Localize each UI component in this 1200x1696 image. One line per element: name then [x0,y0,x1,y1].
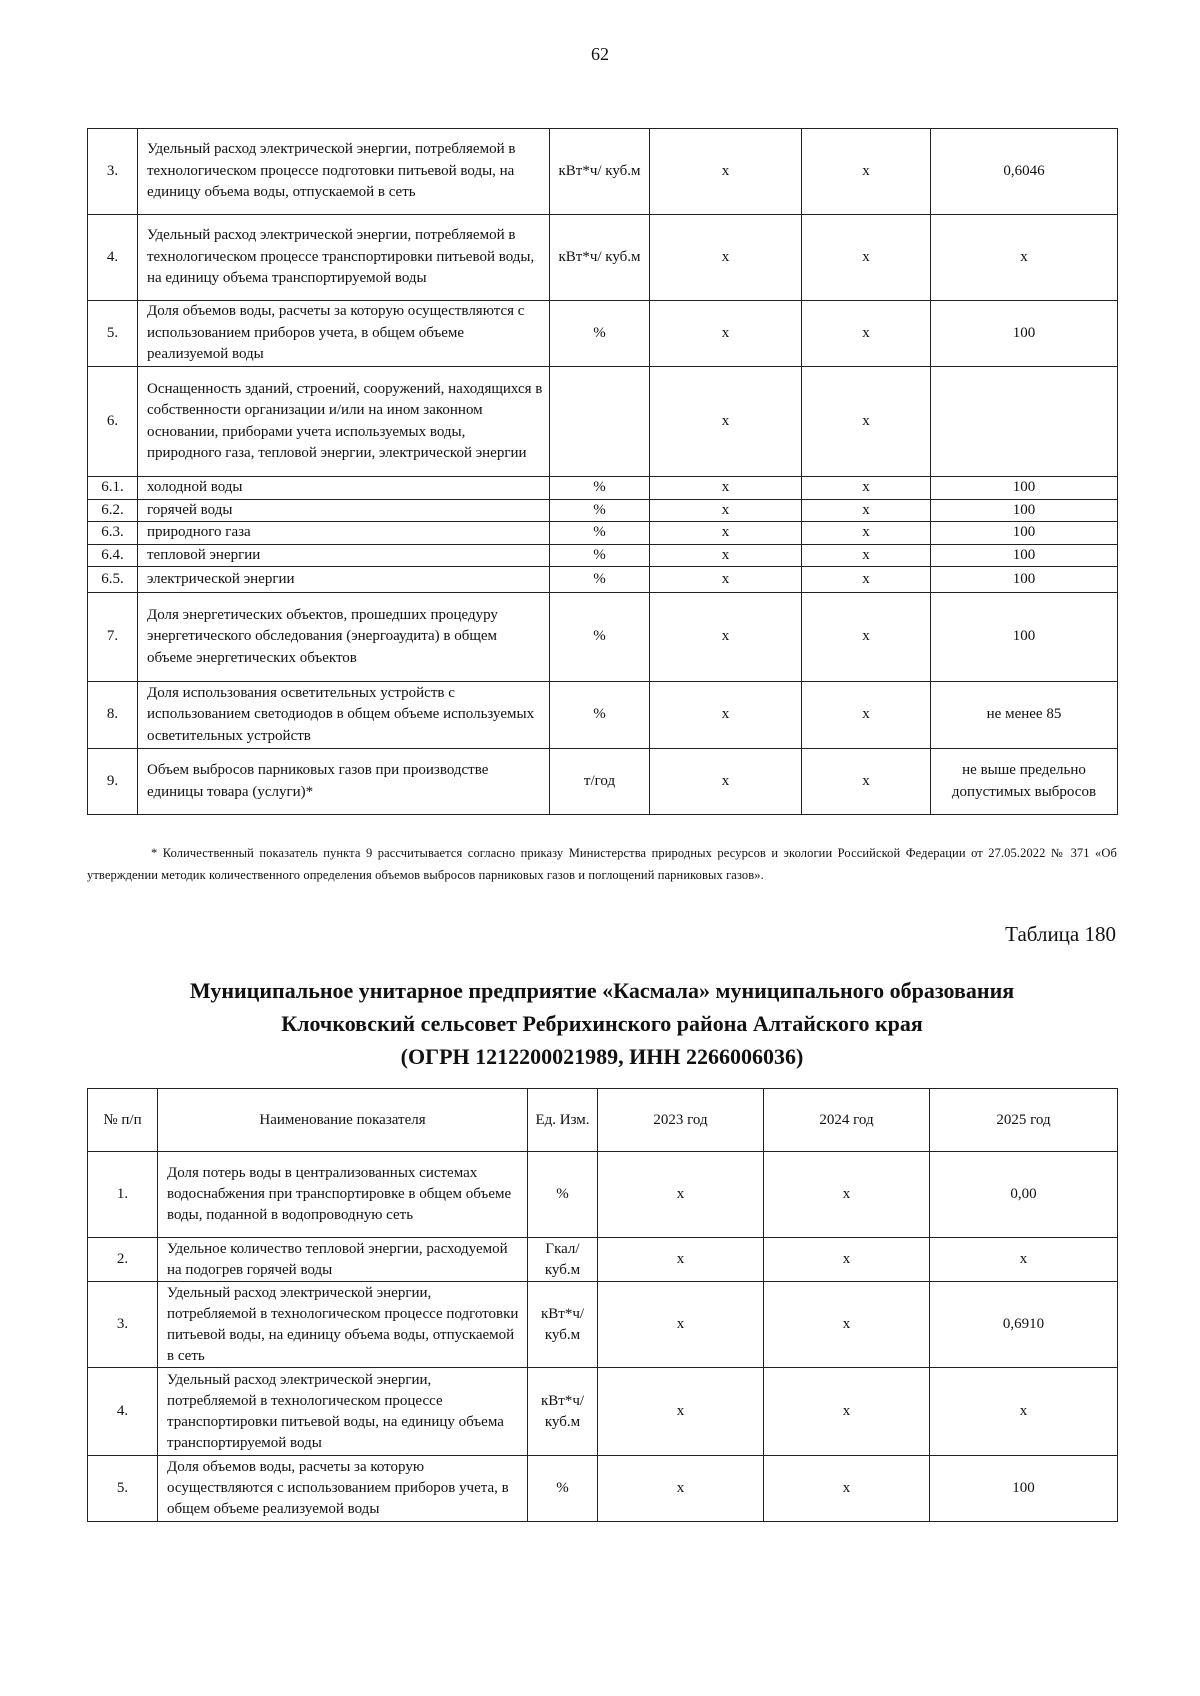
indicator-name: тепловой энергии [138,544,550,567]
table-row [88,1152,1118,1238]
value-2025: 0,6046 [931,129,1118,215]
org-title-line-3: (ОГРН 1212200021989, ИНН 2266006036) [400,1044,804,1069]
indicator-name: Доля энергетических объектов, прошедших процедуру энергетического обследования (энергоаудита) в общем объеме энергетических объектов [138,593,550,682]
unit: % [550,499,650,522]
value-2024: x [802,749,931,815]
unit: % [550,593,650,682]
table-row [88,567,1118,593]
table-row [88,367,1118,477]
table-label: Таблица 180 [1005,922,1116,946]
value-2025: 100 [931,499,1118,522]
table-row [88,522,1118,545]
value-2023: x [650,749,802,815]
indicator-name: Удельный расход электрической энергии, потребляемой в технологическом процессе подготовки питьевой воды, на единицу объема воды, отпускаемой в сеть [158,1282,528,1368]
row-number: 4. [88,215,138,301]
unit: кВт*ч/ куб.м [550,215,650,301]
value-2023: x [650,367,802,477]
value-2023: x [650,522,802,545]
unit: % [528,1152,598,1238]
value-2024: x [802,499,931,522]
row-number: 6. [88,367,138,477]
value-2025: 0,6910 [930,1282,1118,1368]
value-2024: x [802,215,931,301]
row-number: 9. [88,749,138,815]
value-2024: x [802,522,931,545]
indicator-name: Удельный расход электрической энергии, потребляемой в технологическом процессе подготовки питьевой воды, на единицу объема воды, отпускаемой в сеть [138,129,550,215]
value-2024: x [764,1238,930,1282]
value-2024: x [802,682,931,749]
table-row [88,301,1118,367]
value-2024: x [802,593,931,682]
indicators-table-180 [87,1088,1118,1522]
page-number: 62 [591,44,609,64]
value-2025: x [931,215,1118,301]
value-2024: x [802,544,931,567]
value-2023: x [650,499,802,522]
table-row [88,215,1118,301]
value-2023: x [598,1238,764,1282]
unit [550,367,650,477]
indicators-table-continued [87,128,1118,815]
organization-title [87,974,1117,1073]
indicator-name: Доля использования осветительных устройств с использованием светодиодов в общем объеме используемых осветительных устройств [138,682,550,749]
indicator-name: Удельное количество тепловой энергии, расходуемой на подогрев горячей воды [158,1238,528,1282]
table-row [88,1368,1118,1456]
org-title-line-2: Клочковский сельсовет Ребрихинского района Алтайского края [281,1011,923,1036]
value-2025 [931,367,1118,477]
value-2025: 100 [931,567,1118,593]
table-row [88,749,1118,815]
value-2025: не менее 85 [931,682,1118,749]
row-number: 6.5. [88,567,138,593]
header-indicator-name: Наименование показателя [158,1089,528,1152]
row-number: 6.4. [88,544,138,567]
value-2024: x [764,1368,930,1456]
indicator-name: Доля потерь воды в централизованных системах водоснабжения при транспортировке в общем объеме воды, поданной в водопроводную сеть [158,1152,528,1238]
value-2023: x [650,567,802,593]
value-2024: x [802,477,931,500]
value-2024: x [802,301,931,367]
table-row [88,1238,1118,1282]
row-number: 6.1. [88,477,138,500]
value-2025: 100 [930,1456,1118,1522]
value-2025: не выше предельно допустимых выбросов [931,749,1118,815]
value-2024: x [802,567,931,593]
value-2025: 100 [931,477,1118,500]
value-2023: x [598,1282,764,1368]
value-2023: x [598,1152,764,1238]
table-row [88,1456,1118,1522]
indicator-name: Удельный расход электрической энергии, потребляемой в технологическом процессе транспортировки питьевой воды, на единицу объема транспортируемой воды [158,1368,528,1456]
header-2025: 2025 год [930,1089,1118,1152]
value-2024: x [802,129,931,215]
row-number: 7. [88,593,138,682]
value-2025: 0,00 [930,1152,1118,1238]
value-2024: x [802,367,931,477]
table-row [88,477,1118,500]
table-row [88,499,1118,522]
indicator-name: природного газа [138,522,550,545]
value-2023: x [650,301,802,367]
table-row [88,129,1118,215]
unit: % [550,682,650,749]
value-2023: x [650,215,802,301]
row-number: 4. [88,1368,158,1456]
row-number: 8. [88,682,138,749]
value-2025: 100 [931,593,1118,682]
value-2025: 100 [931,522,1118,545]
unit: кВт*ч/ куб.м [528,1282,598,1368]
indicator-name: Доля объемов воды, расчеты за которую осуществляются с использованием приборов учета, в общем объеме реализуемой воды [138,301,550,367]
footnote: * Количественный показатель пункта 9 рассчитывается согласно приказу Министерства природных ресурсов и экологии Российской Федерации от 27.05.2022 № 371 «Об утверждении методик количественного определения объемов выбросов парниковых газов и поглощений парниковых газов». [87,846,1117,882]
row-number: 5. [88,301,138,367]
header-2024: 2024 год [764,1089,930,1152]
row-number: 6.3. [88,522,138,545]
indicator-name: Удельный расход электрической энергии, потребляемой в технологическом процессе транспортировки питьевой воды, на единицу объема транспортируемой воды [138,215,550,301]
table-row [88,682,1118,749]
unit: % [550,477,650,500]
unit: кВт*ч/ куб.м [528,1368,598,1456]
value-2025: 100 [931,544,1118,567]
row-number: 6.2. [88,499,138,522]
table-row [88,1282,1118,1368]
header-2023: 2023 год [598,1089,764,1152]
indicator-name: Объем выбросов парниковых газов при производстве единицы товара (услуги)* [138,749,550,815]
indicator-name: Доля объемов воды, расчеты за которую осуществляются с использованием приборов учета, в общем объеме реализуемой воды [158,1456,528,1522]
value-2023: x [650,593,802,682]
unit: Гкал/ куб.м [528,1238,598,1282]
value-2025: x [930,1238,1118,1282]
org-title-line-1: Муниципальное унитарное предприятие «Касмала» муниципального образования [189,978,1015,1003]
table-row [88,593,1118,682]
unit: кВт*ч/ куб.м [550,129,650,215]
unit: % [550,301,650,367]
unit: % [550,567,650,593]
indicator-name: горячей воды [138,499,550,522]
indicator-name: электрической энергии [138,567,550,593]
value-2023: x [650,477,802,500]
unit: % [550,544,650,567]
row-number: 5. [88,1456,158,1522]
indicator-name: Оснащенность зданий, строений, сооружений, находящихся в собственности организации и/или на ином законном основании, приборами учета используемых воды, природного газа, тепловой энергии, электрической энергии [138,367,550,477]
value-2023: x [598,1456,764,1522]
value-2023: x [598,1368,764,1456]
indicator-name: холодной воды [138,477,550,500]
table-header-row [88,1089,1118,1152]
value-2024: x [764,1152,930,1238]
row-number: 2. [88,1238,158,1282]
table-row [88,544,1118,567]
value-2025: 100 [931,301,1118,367]
unit: т/год [550,749,650,815]
row-number: 1. [88,1152,158,1238]
value-2023: x [650,129,802,215]
value-2023: x [650,682,802,749]
value-2024: x [764,1456,930,1522]
value-2025: x [930,1368,1118,1456]
value-2024: x [764,1282,930,1368]
unit: % [550,522,650,545]
header-unit: Ед. Изм. [528,1089,598,1152]
row-number: 3. [88,129,138,215]
header-number: № п/п [88,1089,158,1152]
value-2023: x [650,544,802,567]
unit: % [528,1456,598,1522]
row-number: 3. [88,1282,158,1368]
